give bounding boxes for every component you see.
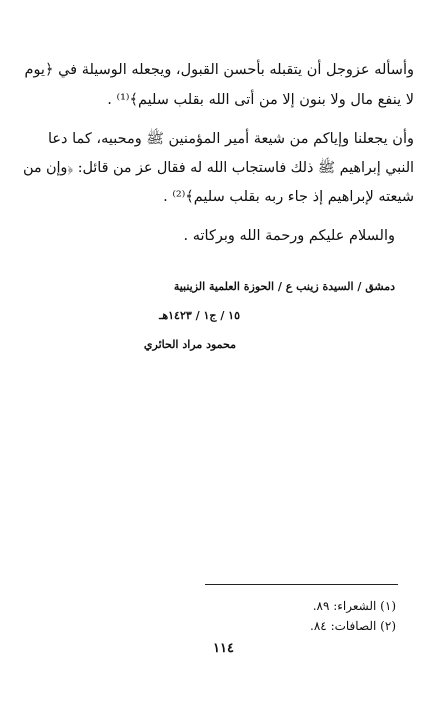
footnote-1: (١) الشعراء: ٨٩. — [312, 599, 396, 613]
paragraph-2-line-3: شيعته لإبراهيم إذ جاء ربه بقلب سليم﴾⁽²⁾ . — [163, 189, 414, 205]
page-number: ١١٤ — [213, 641, 234, 656]
footnote-divider — [205, 584, 398, 585]
paragraph-2-line-2: النبي إبراهيم ﷺ ذلك فاستجاب الله له فقال عز من قائل: ﴿وإن من — [23, 160, 414, 176]
footnote-2: (٢) الصافات: ٨٤. — [310, 619, 396, 633]
paragraph-1-line-2: لا ينفع مال ولا بنون إلا من أتى الله بقلب سليم﴾⁽¹⁾ . — [107, 92, 414, 108]
paragraph-1-line-1: وأسأله عزوجل أن يتقبله بأحسن القبول، ويجعله الوسيلة في ﴿يوم — [24, 62, 414, 78]
signature-date: ١٥ / ج١ / ١٤٢٣هـ — [159, 309, 240, 322]
paragraph-2-line-1: وأن يجعلنا وإياكم من شيعة أمير المؤمنين ﷺ ومحبيه، كما دعا — [47, 131, 414, 147]
closing-greeting: والسلام عليكم ورحمة الله وبركاته . — [183, 228, 395, 244]
signature-place: دمشق / السيدة زينب ع / الحوزة العلمية الزينبية — [173, 280, 395, 293]
signature-name: محمود مراد الحائري — [143, 338, 236, 351]
